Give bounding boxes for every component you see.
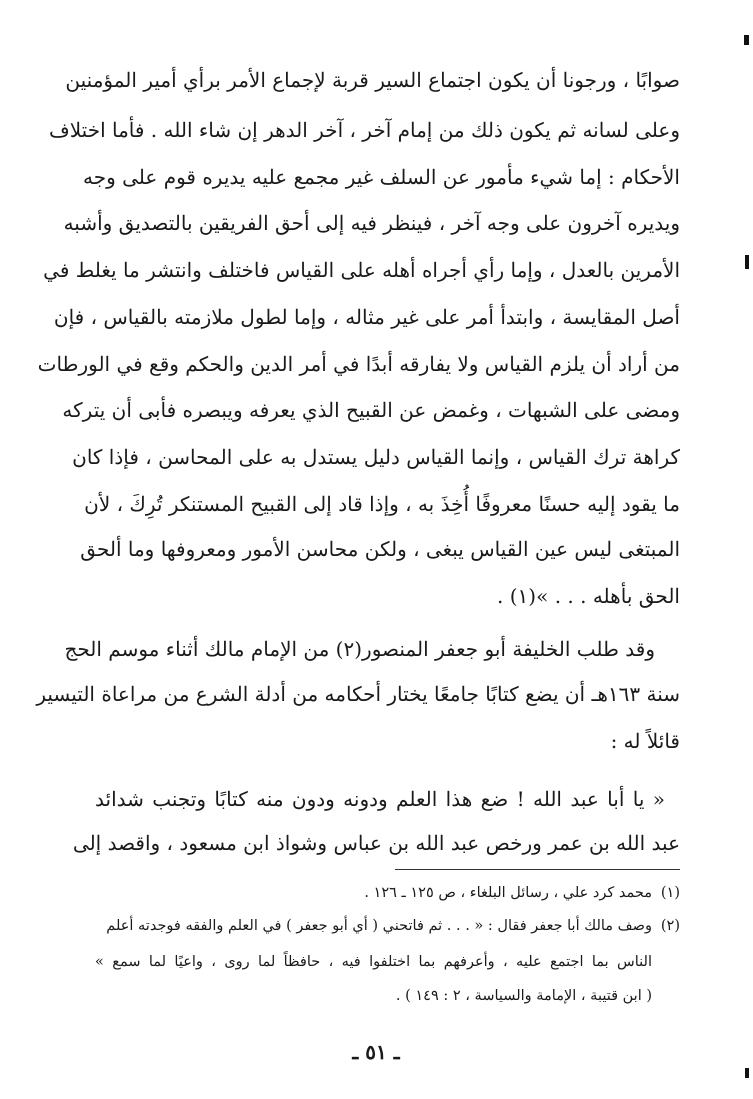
scan-mark	[745, 255, 749, 269]
quote-line: عبد الله بن عمر ورخص عبد الله بن عباس وشواذ ابن مسعود ، واقصد إلى	[72, 831, 680, 855]
footnote-1	[95, 880, 680, 908]
body-line: الأحكام : إما شيء مأمور عن السلف غير مجمع عليه يديره قوم على وجه	[83, 165, 680, 189]
footnote-rule	[395, 869, 680, 870]
body-line: ومضى على الشبهات ، وغمض عن القبيح الذي يعرفه ويبصره فأبى أن يتركه	[62, 398, 680, 422]
body-line: الأمرين بالعدل ، وإما رأي أجراه أهله على القياس فاختلف وانتشر ما يغلط في	[43, 258, 680, 282]
footnote-number: (٢)	[660, 918, 680, 934]
body-line: وعلى لسانه ثم يكون ذلك من إمام آخر ، آخر الدهر إن شاء الله . فأما اختلاف	[49, 118, 680, 142]
scan-mark	[744, 35, 749, 45]
footnote-continuation: الناس بما اجتمع عليه ، وأعرفهم بما اختلفوا فيه ، حافظاً لما روى ، واعيًا لما سمع »	[95, 954, 652, 970]
body-line: وقد طلب الخليفة أبو جعفر المنصور(٢) من الإمام مالك أثناء موسم الحج	[64, 637, 655, 661]
footnote-text: وصف مالك أبا جعفر فقال : « . . . ثم فاتحني ( أي أبو جعفر ) في العلم والفقه فوجدته أعلم	[106, 918, 652, 934]
body-line: سنة ١٦٣هـ أن يضع كتابًا جامعًا يختار أحكامه من أدلة الشرع من مراعاة التيسير	[36, 682, 680, 706]
body-line: ويديره آخرون على وجه آخر ، فينظر فيه إلى أحق الفريقين بالتصديق وأشبه	[63, 211, 680, 235]
quote-line: « يا أبا عبد الله ! ضع هذا العلم ودونه ودون منه كتابًا وتجنب شدائد	[95, 787, 665, 811]
scan-mark	[745, 1068, 749, 1078]
body-line: قائلاً له :	[610, 729, 680, 753]
footnote-text: محمد كرد علي ، رسائل البلغاء ، ص ١٢٥ ـ ١٢٦ .	[364, 885, 652, 901]
footnote-number: (١)	[660, 885, 680, 901]
page-number: ـ ٥١ ـ	[352, 1040, 400, 1064]
body-line: ما يقود إليه حسنًا معروفًا أُخِذَ به ، وإذا قاد إلى القبيح المستنكر تُرِكَ ، لأن	[84, 492, 680, 516]
footnote-2	[95, 913, 680, 941]
body-line: صوابًا ، ورجونا أن يكون اجتماع السير قربة لإجماع الأمر برأي أمير المؤمنين	[65, 68, 680, 92]
body-line: المبتغى ليس عين القياس يبغى ، ولكن محاسن الأمور ومعروفها وما ألحق	[80, 537, 680, 561]
body-line: أصل المقايسة ، وابتدأ أمر على غير مثاله ، وإما لطول ملازمته بالقياس ، فإن	[53, 305, 680, 329]
body-line: كراهة ترك القياس ، وإنما القياس دليل يستدل به على المحاسن ، فإذا كان	[72, 445, 680, 469]
body-line: الحق بأهله . . . »(١) .	[497, 584, 680, 608]
footnote-continuation: ( ابن قتيبة ، الإمامة والسياسة ، ٢ : ١٤٩ ) .	[395, 988, 652, 1004]
body-line: من أراد أن يلزم القياس ولا يفارقه أبدًا في أمر الدين والحكم وقع في الورطات	[37, 352, 680, 376]
